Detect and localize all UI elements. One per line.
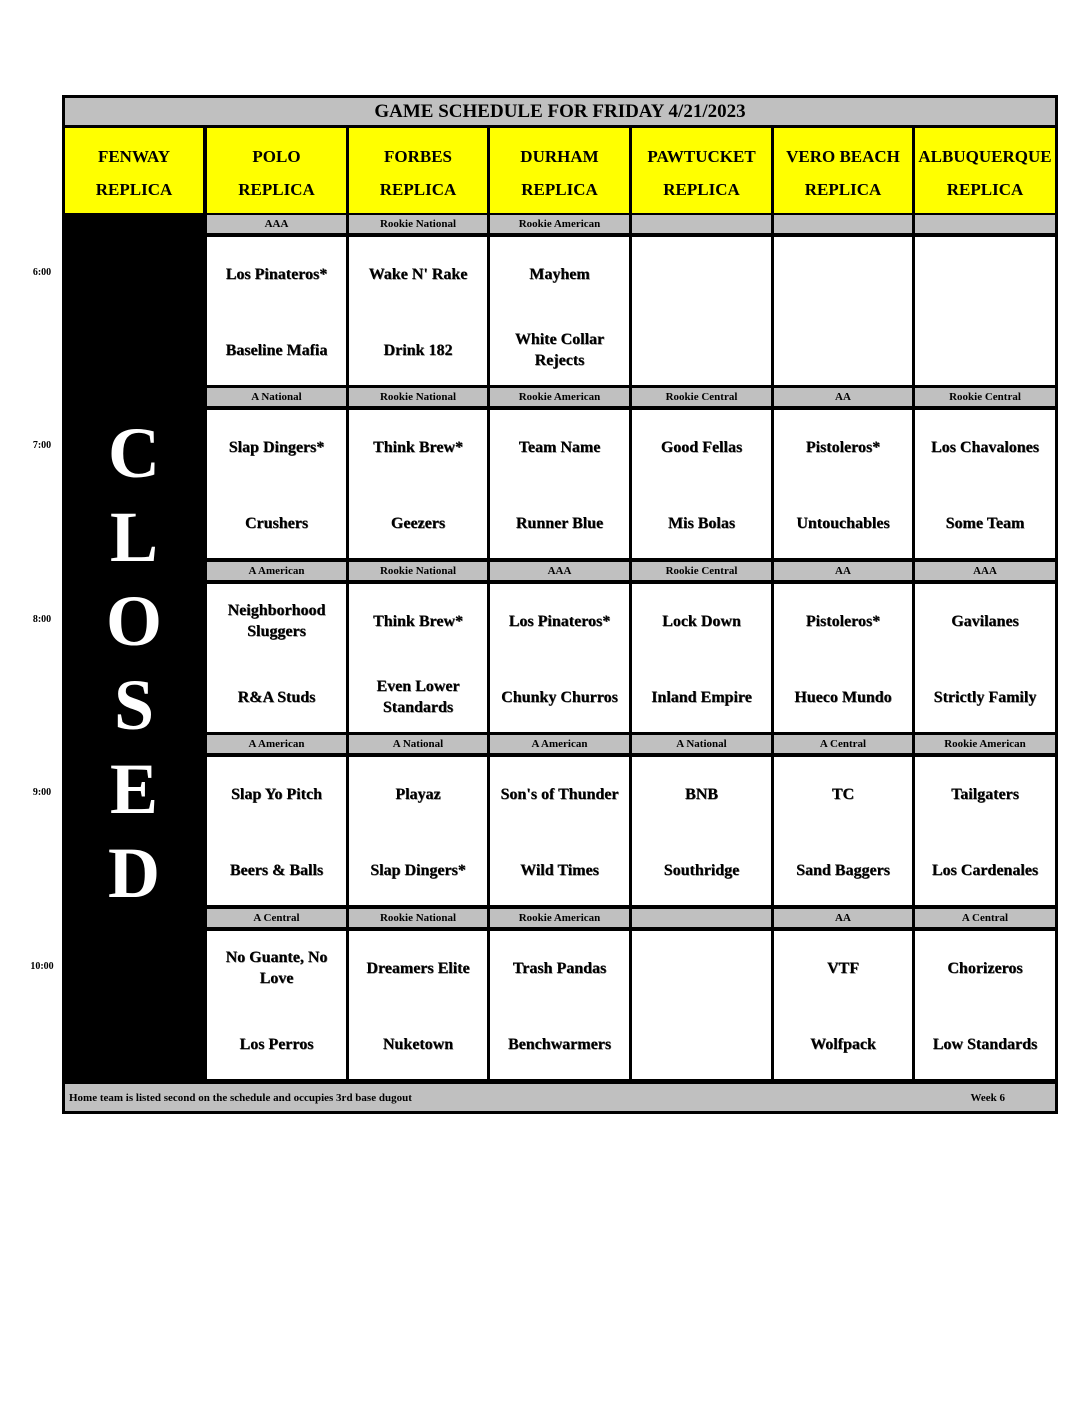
division-label: Rookie American bbox=[490, 215, 629, 233]
division-label bbox=[632, 909, 771, 927]
closed-letter: C bbox=[108, 413, 160, 493]
home-team: Benchwarmers bbox=[507, 1035, 612, 1053]
away-team: Trash Pandas bbox=[512, 959, 607, 977]
division-label: A National bbox=[632, 735, 771, 753]
game-cell bbox=[632, 584, 771, 732]
away-team: Los Chavalones bbox=[930, 438, 1040, 456]
game-cell bbox=[632, 757, 771, 905]
home-team bbox=[915, 325, 1055, 375]
home-team bbox=[632, 325, 771, 375]
schedule-grid bbox=[62, 95, 1058, 1114]
field-sub: REPLICA bbox=[521, 180, 598, 199]
away-team: Wake N' Rake bbox=[368, 265, 468, 283]
away-team: Think Brew* bbox=[373, 612, 463, 630]
division-label: Rookie American bbox=[915, 735, 1055, 753]
division-label: A National bbox=[207, 388, 346, 406]
away-team bbox=[774, 249, 912, 299]
home-team: Some Team bbox=[945, 514, 1025, 532]
away-team: No Guante, No Love bbox=[225, 949, 328, 987]
game-cell bbox=[774, 757, 912, 905]
game-cell bbox=[349, 410, 487, 558]
game-cell bbox=[207, 931, 346, 1079]
field-sub: REPLICA bbox=[804, 180, 882, 199]
game-cell bbox=[774, 931, 912, 1079]
away-team bbox=[632, 249, 771, 299]
home-team: Wild Times bbox=[520, 861, 599, 879]
game-cell bbox=[490, 237, 629, 385]
field-name: DURHAM bbox=[520, 147, 599, 166]
game-cell bbox=[207, 410, 346, 558]
home-team: Slap Dingers* bbox=[370, 861, 466, 879]
field-header bbox=[632, 128, 771, 213]
away-team: Mayhem bbox=[529, 265, 590, 283]
field-header bbox=[490, 128, 629, 213]
division-label: Rookie Central bbox=[632, 562, 771, 580]
division-label bbox=[915, 215, 1055, 233]
field-sub: REPLICA bbox=[946, 180, 1024, 199]
game-cell bbox=[349, 931, 487, 1079]
game-cell bbox=[490, 757, 629, 905]
away-team: Playaz bbox=[395, 785, 441, 803]
division-label: A American bbox=[207, 735, 346, 753]
away-team: Pistoleros* bbox=[805, 612, 881, 630]
game-cell bbox=[632, 237, 771, 385]
division-label: Rookie American bbox=[490, 388, 629, 406]
away-team: VTF bbox=[827, 959, 859, 977]
away-team: Chorizeros bbox=[947, 959, 1023, 977]
game-cell bbox=[915, 757, 1055, 905]
away-team: Think Brew* bbox=[373, 438, 463, 456]
field-sub: REPLICA bbox=[95, 180, 173, 199]
game-cell bbox=[490, 410, 629, 558]
away-team: Slap Yo Pitch bbox=[231, 785, 322, 803]
home-team bbox=[774, 325, 912, 375]
closed-letter: O bbox=[105, 581, 162, 661]
field-name: POLO bbox=[252, 147, 301, 166]
game-cell bbox=[774, 410, 912, 558]
home-team: Hueco Mundo bbox=[794, 688, 892, 706]
division-label: AA bbox=[774, 562, 912, 580]
game-cell bbox=[349, 584, 487, 732]
division-label: A National bbox=[349, 735, 487, 753]
division-label: A Central bbox=[207, 909, 346, 927]
home-team: Los Cardenales bbox=[931, 861, 1039, 879]
field-header bbox=[774, 128, 912, 213]
game-cell bbox=[207, 237, 346, 385]
away-team: BNB bbox=[685, 785, 718, 803]
game-cell bbox=[490, 584, 629, 732]
home-team: Crushers bbox=[244, 514, 309, 532]
field-header bbox=[349, 128, 487, 213]
away-team: Good Fellas bbox=[660, 438, 743, 456]
away-team: Slap Dingers* bbox=[228, 438, 325, 456]
away-team: Los Pinateros* bbox=[225, 265, 328, 283]
home-team-note: Home team is listed second on the schedule and occupies 3rd base dugout bbox=[69, 1091, 412, 1104]
division-label: A Central bbox=[774, 735, 912, 753]
field-header bbox=[207, 128, 346, 213]
time-label: 9:00 bbox=[32, 787, 52, 798]
closed-letter: L bbox=[109, 497, 159, 577]
home-team: Beers & Balls bbox=[229, 861, 324, 879]
away-team: Dreamers Elite bbox=[366, 959, 470, 977]
schedule-footer bbox=[65, 1084, 1055, 1111]
field-header bbox=[915, 128, 1055, 213]
game-cell bbox=[915, 410, 1055, 558]
away-team: Gavilanes bbox=[951, 612, 1019, 630]
away-team: Tailgaters bbox=[951, 785, 1019, 803]
week-label: Week 6 bbox=[970, 1091, 1005, 1104]
home-team: Drink 182 bbox=[383, 341, 453, 359]
field-sub: REPLICA bbox=[379, 180, 457, 199]
time-label: 8:00 bbox=[32, 614, 52, 625]
away-team: Son's of Thunder bbox=[500, 785, 619, 803]
game-cell bbox=[915, 931, 1055, 1079]
home-team: Strictly Family bbox=[933, 688, 1037, 706]
division-label bbox=[774, 215, 912, 233]
home-team: Sand Baggers bbox=[796, 861, 890, 879]
field-name: PAWTUCKET bbox=[647, 147, 756, 166]
game-cell bbox=[915, 584, 1055, 732]
division-label: Rookie National bbox=[349, 562, 487, 580]
home-team bbox=[632, 1019, 771, 1069]
home-team: Inland Empire bbox=[651, 688, 752, 706]
home-team: Baseline Mafia bbox=[225, 341, 328, 359]
field-sub: REPLICA bbox=[663, 180, 740, 199]
game-cell bbox=[207, 584, 346, 732]
field-header bbox=[65, 128, 203, 213]
home-team: Runner Blue bbox=[515, 514, 604, 532]
schedule-title: GAME SCHEDULE FOR FRIDAY 4/21/2023 bbox=[65, 98, 1055, 125]
away-team: Neighborhood Sluggers bbox=[227, 602, 326, 640]
game-cell bbox=[349, 237, 487, 385]
division-label: Rookie National bbox=[349, 909, 487, 927]
game-cell bbox=[632, 410, 771, 558]
game-cell bbox=[349, 757, 487, 905]
division-label: AA bbox=[774, 909, 912, 927]
home-team: Southridge bbox=[663, 861, 740, 879]
time-label: 7:00 bbox=[32, 440, 52, 451]
division-label: A American bbox=[490, 735, 629, 753]
closed-letter: D bbox=[108, 833, 160, 913]
home-team: Wolfpack bbox=[810, 1035, 876, 1053]
division-label: AA bbox=[774, 388, 912, 406]
game-cell bbox=[915, 237, 1055, 385]
game-cell bbox=[774, 584, 912, 732]
home-team: Low Standards bbox=[932, 1035, 1038, 1053]
away-team: Team Name bbox=[518, 438, 601, 456]
time-label: 6:00 bbox=[32, 267, 52, 278]
division-label: Rookie National bbox=[349, 215, 487, 233]
away-team bbox=[632, 943, 771, 993]
game-cell bbox=[207, 757, 346, 905]
away-team: Los Pinateros* bbox=[508, 612, 611, 630]
away-team: Pistoleros* bbox=[805, 438, 881, 456]
away-team bbox=[915, 249, 1055, 299]
time-label: 10:00 bbox=[30, 961, 54, 972]
division-label: A Central bbox=[915, 909, 1055, 927]
field-name: ALBUQUERQUE bbox=[918, 147, 1052, 166]
field-name: FORBES bbox=[383, 147, 453, 166]
closed-column bbox=[65, 215, 203, 1081]
division-label: Rookie Central bbox=[632, 388, 771, 406]
game-cell bbox=[490, 931, 629, 1079]
closed-letter: S bbox=[113, 665, 155, 745]
home-team: Chunky Churros bbox=[501, 688, 618, 706]
division-label: Rookie American bbox=[490, 909, 629, 927]
home-team: White Collar Rejects bbox=[514, 331, 605, 369]
division-label bbox=[632, 215, 771, 233]
away-team: TC bbox=[831, 785, 855, 803]
field-name: FENWAY bbox=[97, 147, 171, 166]
division-label: A American bbox=[207, 562, 346, 580]
division-label: AAA bbox=[207, 215, 346, 233]
division-label: Rookie Central bbox=[915, 388, 1055, 406]
away-team: Lock Down bbox=[662, 612, 741, 630]
home-team: Nuketown bbox=[382, 1035, 454, 1053]
division-label: AAA bbox=[490, 562, 629, 580]
game-cell bbox=[632, 931, 771, 1079]
home-team: Mis Bolas bbox=[667, 514, 736, 532]
field-name: VERO BEACH bbox=[786, 147, 900, 166]
field-sub: REPLICA bbox=[238, 180, 315, 199]
division-label: AAA bbox=[915, 562, 1055, 580]
home-team: Untouchables bbox=[796, 514, 890, 532]
home-team: Even Lower Standards bbox=[376, 678, 460, 716]
home-team: Los Perros bbox=[239, 1035, 314, 1053]
division-label: Rookie National bbox=[349, 388, 487, 406]
closed-letter: E bbox=[109, 749, 159, 829]
home-team: Geezers bbox=[390, 514, 446, 532]
game-cell bbox=[774, 237, 912, 385]
home-team: R&A Studs bbox=[237, 688, 316, 706]
